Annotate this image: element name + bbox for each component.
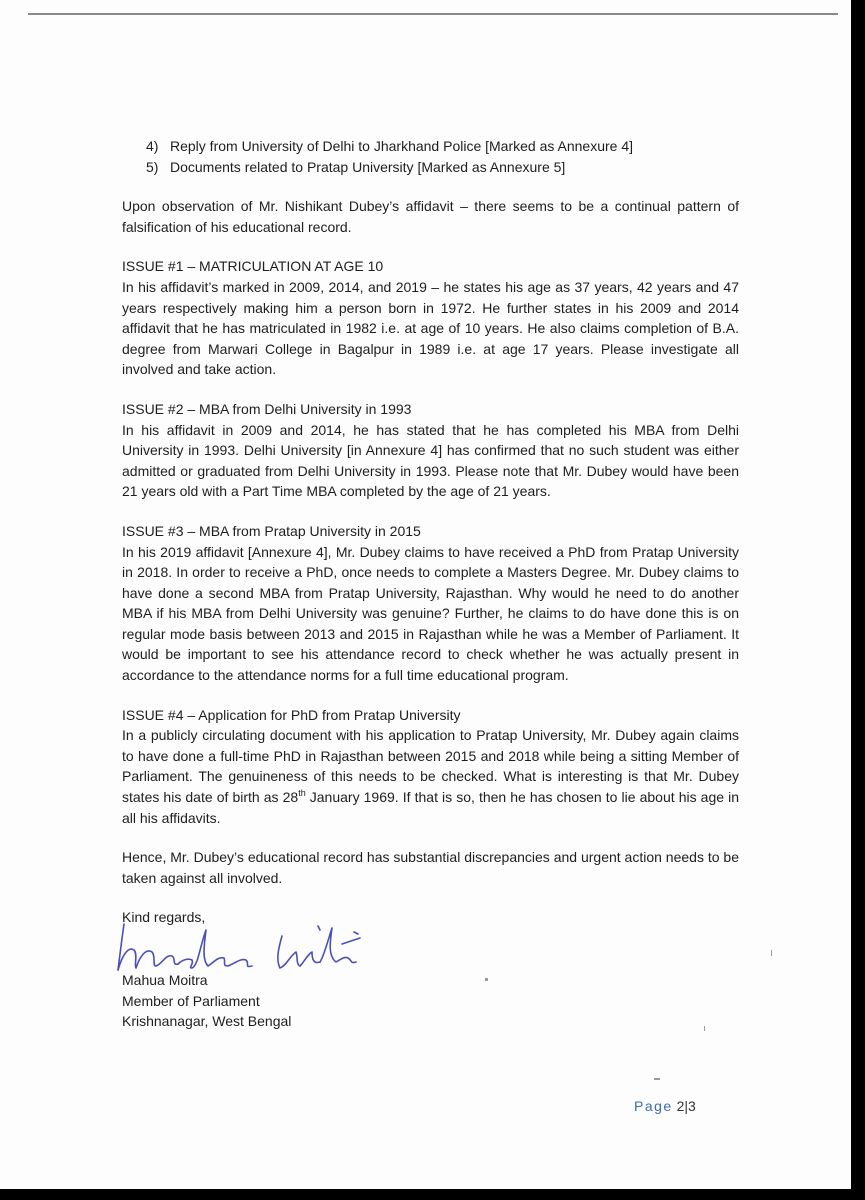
issue-1-body: In his affidavit’s marked in 2009, 2014, and 2019 – he states his age as 37 years, 42 years and 47 years respectively making him a person born in 1972. He further states in his 2009 and 2014 affidavit that he has matriculated in 1982 i.e. at age of 10 years. He also claims completion of B.A. degree from Marwari College in Bagalpur in 1989 i.e. at age 17 years. Please investigate all involved and take action.	[122, 278, 739, 378]
scan-speck	[771, 950, 772, 956]
scan-speck	[704, 1026, 705, 1031]
issue-4-body-part2: January 1969. If that is so, then he has chosen to lie about his age in all his affidavits.	[122, 789, 739, 826]
issue-4-body-part1: In a publicly circulating document with his application to Pratap University, Mr. Dubey again claims to have done a full-time PhD in Rajasthan between 2015 and 2018 while being a sitting Member of Parliament. The genuineness of this needs to be checked. What is interesting is that Mr. Dubey states his date of birth as 28	[122, 727, 739, 806]
spacer	[122, 380, 739, 399]
issue-3-body: In his 2019 affidavit [Annexure 4], Mr. Dubey claims to have received a PhD from Pratap University in 2018. In order to receive a PhD, once needs to complete a Masters Degree. Mr. Dubey claims to have done a second MBA from Pratap University, Rajasthan. Why would he need to do another MBA if his MBA from Delhi University was genuine? Further, he claims to do have done this is on regular mode basis between 2013 and 2015 in Rajasthan while he was a Member of Parliament. It would be important to see his attendance record to check whether he was actually present in accordance to the attendance norms for a full time educational program.	[122, 543, 739, 684]
issue-4-heading: ISSUE #4 – Application for PhD from Pratap University	[122, 706, 461, 723]
issue-3-heading: ISSUE #3 – MBA from Pratap University in 2015	[122, 522, 421, 539]
signatory-constituency: Krishnanagar, West Bengal	[122, 1013, 292, 1030]
spacer	[122, 502, 739, 521]
signatory-title: Member of Parliament	[122, 992, 260, 1009]
closing-salutation: Kind regards,	[122, 909, 206, 926]
page-label: Page	[634, 1098, 673, 1114]
spacer	[122, 686, 739, 705]
issue-2-body: In his affidavit in 2009 and 2014, he has stated that he has completed his MBA from Delhi University in 1993. Delhi University [in Annexure 4] has confirmed that no such student was either admitted or graduated from Delhi University in 1993. Please note that Mr. Dubey would have been 21 years old with a Part Time MBA completed by the age of 21 years.	[122, 421, 739, 500]
page-number	[634, 1098, 696, 1114]
conclusion-paragraph: Hence, Mr. Dubey’s educational record has substantial discrepancies and urgent action needs to be taken against all involved.	[122, 849, 739, 886]
ordinal-suffix: th	[298, 788, 306, 799]
signature-block	[122, 928, 739, 970]
spacer	[122, 177, 739, 196]
list-item-text: Documents related to Pratap University [Marked as Annexure 5]	[170, 158, 566, 175]
page-current: 2	[676, 1098, 685, 1114]
scan-speck	[654, 1078, 660, 1080]
attachment-list	[146, 136, 739, 177]
issue-2-heading: ISSUE #2 – MBA from Delhi University in 1993	[122, 400, 412, 417]
list-item-number: 4)	[146, 138, 159, 154]
spacer	[122, 888, 739, 907]
list-item	[146, 157, 739, 178]
list-item-number: 5)	[146, 158, 159, 175]
page-separator: |	[684, 1098, 689, 1114]
page-total: 3	[688, 1098, 696, 1114]
handwritten-signature-icon	[114, 916, 394, 986]
spacer	[122, 237, 739, 256]
list-item	[146, 136, 739, 157]
letter-body	[122, 136, 739, 1032]
intro-paragraph: Upon observation of Mr. Nishikant Dubey’s affidavit – there seems to be a continual pattern of falsification of his educational record.	[122, 198, 739, 235]
top-rule	[28, 13, 838, 15]
issue-4-body	[122, 725, 739, 828]
issue-1-heading: ISSUE #1 – MATRICULATION AT AGE 10	[122, 258, 384, 275]
spacer	[122, 828, 739, 847]
signatory-name: Mahua Moitra	[122, 972, 208, 988]
scan-speck	[485, 978, 488, 981]
list-item-text: Reply from University of Delhi to Jharkhand Police [Marked as Annexure 4]	[170, 138, 633, 154]
